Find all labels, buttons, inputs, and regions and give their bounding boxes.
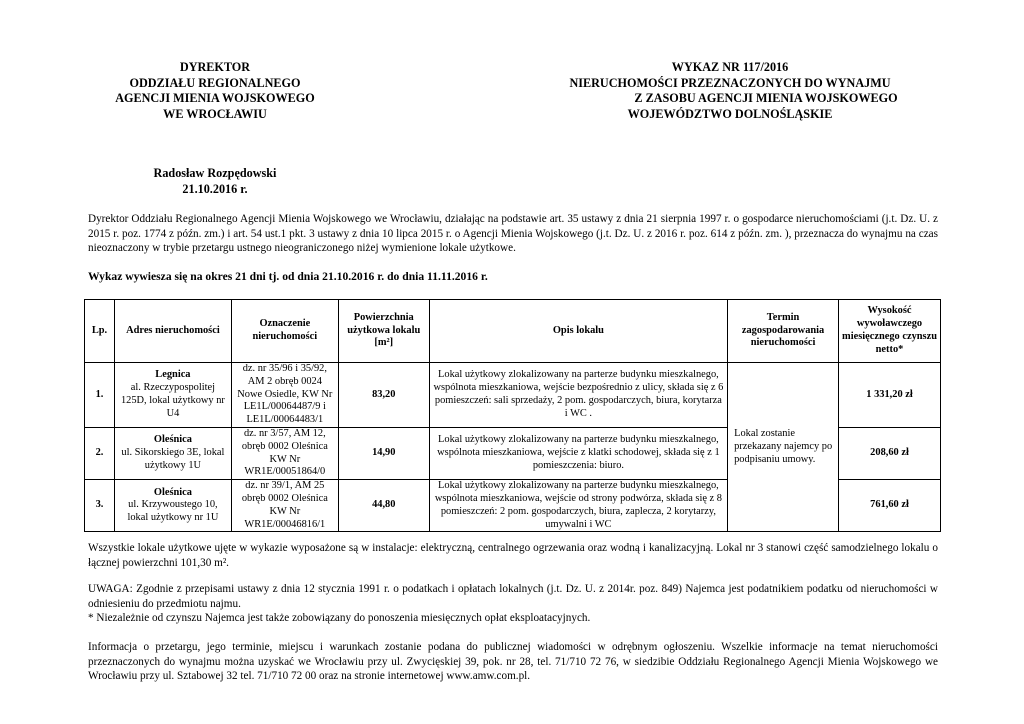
- posting-period: Wykaz wywiesza się na okres 21 dni tj. od dnia 21.10.2016 r. do dnia 11.11.2016 r.: [88, 270, 488, 283]
- signature-date: 21.10.2016 r.: [182, 181, 248, 196]
- row-address: [114, 363, 231, 428]
- row-city: Oleśnica: [153, 486, 192, 498]
- col-header-lp: Lp.: [85, 300, 115, 363]
- col-header-area: Powierzchnia użytkowa lokalu [m²]: [338, 300, 429, 363]
- title-line: NIERUCHOMOŚCI PRZEZNACZONYCH DO WYNAJMU: [569, 75, 891, 90]
- signatory-name: Radosław Rozpędowski: [153, 166, 277, 180]
- row-street: al. Rzeczypospolitej 125D, lokal użytkowy nr U4: [120, 382, 225, 419]
- tax-notice-paragraph: UWAGA: Zgodnie z przepisami ustawy z dnia 12 stycznia 1991 r. o podatkach i opłatach lokalnych (j.t. Dz. U. z 2014r. poz. 849) Najemca jest podatnikiem podatku od nieruchomości w odniesieniu do przedmiotu najmu.: [88, 583, 938, 610]
- title-line: Z ZASOBU AGENCJI MIENIA WOJSKOWEGO: [634, 91, 898, 106]
- issuer-line: AGENCJI MIENIA WOJSKOWEGO: [115, 91, 315, 106]
- col-header-rent: Wysokość wywoławczego miesięcznego czynszu netto*: [839, 300, 941, 363]
- row-lp: 2.: [85, 427, 115, 479]
- row-area: 83,20: [338, 363, 429, 428]
- title-line: WOJEWÓDZTWO DOLNOŚLĄSKIE: [627, 106, 833, 121]
- row-rent: 1 331,20 zł: [839, 363, 941, 428]
- row-lp: 3.: [85, 480, 115, 532]
- row-rent: 761,60 zł: [839, 480, 941, 532]
- row-area: 44,80: [338, 480, 429, 532]
- row-city: Legnica: [155, 369, 191, 381]
- row-description: Lokal użytkowy zlokalizowany na parterze budynku mieszkalnego, wspólnota mieszkaniowa, wejście bezpośrednio z ulicy, składa się z 6 pomieszczeń: sali sprzedaży, 2 pom. gospodarczych, biura, korytarza i WC .: [429, 363, 727, 428]
- row-city: Oleśnica: [153, 434, 192, 446]
- issuer-header: [80, 60, 350, 122]
- footnote-paragraph: * Niezależnie od czynszu Najemca jest także zobowiązany do ponoszenia miesięcznych opłat eksploatacyjnych.: [88, 612, 591, 624]
- issuer-line: WE WROCŁAWIU: [163, 106, 267, 121]
- col-header-address: Adres nieruchomości: [114, 300, 231, 363]
- col-header-description: Opis lokalu: [429, 300, 727, 363]
- row-street: ul. Krzywoustego 10, lokal użytkowy nr 1U: [127, 499, 219, 524]
- intro-paragraph: Dyrektor Oddziału Regionalnego Agencji Mienia Wojskowego we Wrocławiu, działając na podstawie art. 35 ustawy z dnia 21 sierpnia 1997 r. o gospodarce nieruchomościami (j.t. Dz. U. z 2015 r. poz. 1774 z późn. zm.) i art. 54 ust.1 pkt. 3 ustawy z dnia 10 lipca 2015 r. o Agencji Mienia Wojskowego (j.t. Dz. U. z 2016 r. poz. 614 z późn. zm. ), przeznacza do wynajmu na czas nieoznaczony w trybie przetargu ustnego nieograniczonego niżej wymienione lokale użytkowe.: [88, 213, 938, 255]
- title-line: WYKAZ NR 117/2016: [671, 60, 789, 74]
- col-header-designation: Oznaczenie nieruchomości: [231, 300, 338, 363]
- row-address: [114, 427, 231, 479]
- document-title: [500, 60, 960, 122]
- row-street: ul. Sikorskiego 3E, lokal użytkowy 1U: [121, 447, 225, 471]
- installations-paragraph: Wszystkie lokale użytkowe ujęte w wykazie wyposażone są w instalacje: elektryczną, centralnego ogrzewania oraz wodną i kanalizacyjną. Lokal nr 3 stanowi część samodzielnego lokalu o łącznej powierzchni 101,30 m².: [88, 542, 938, 569]
- row-designation: dz. nr 3/57, AM 12, obręb 0002 Oleśnica KW Nr WR1E/00051864/0: [231, 427, 338, 479]
- row-area: 14,90: [338, 427, 429, 479]
- issuer-line: DYREKTOR: [179, 60, 251, 74]
- row-address: [114, 480, 231, 532]
- row-lp: 1.: [85, 363, 115, 428]
- issuer-line: ODDZIAŁU REGIONALNEGO: [129, 75, 301, 90]
- signature-block: [100, 166, 330, 197]
- table-header-row: [85, 300, 941, 363]
- row-term: Lokal zostanie przekazany najemcy po podpisaniu umowy.: [728, 363, 839, 532]
- col-header-term: Termin zagospodarowania nieruchomości: [728, 300, 839, 363]
- row-description: Lokal użytkowy zlokalizowany na parterze budynku mieszkalnego, wspólnota mieszkaniowa, wejście z klatki schodowej, składa się z 1 pomieszczenia: biuro.: [429, 427, 727, 479]
- row-description: Lokal użytkowy zlokalizowany na parterze budynku mieszkalnego, wspólnota mieszkaniowa, wejście od strony podwórza, składa się z 8 pomieszczeń: 2 pom. gospodarczych, biura, zaplecza, 2 korytarzy, umywalni i WC: [429, 480, 727, 532]
- premises-table: [84, 299, 941, 532]
- row-designation: dz. nr 35/96 i 35/92, AM 2 obręb 0024 Nowe Osiedle, KW Nr LE1L/00064487/9 i LE1L/00064483/1: [231, 363, 338, 428]
- row-designation: dz. nr 39/1, AM 25 obręb 0002 Oleśnica KW Nr WR1E/00046816/1: [231, 480, 338, 532]
- contact-info-paragraph: Informacja o przetargu, jego terminie, miejscu i warunkach zostanie podana do publicznej wiadomości w odrębnym ogłoszeniu. Wszelkie informacje na temat nieruchomości przeznaczonych do wynajmu można uzyskać we Wrocławiu przy ul. Zwycięskiej 39, pok. nr 28, tel. 71/710 72 76, w siedzibie Oddziału Regionalnego Agencji Mienia Wojskowego we Wrocławiu przy ul. Sztabowej 32 tel. 71/710 72 00 oraz na stronie internetowej www.amw.com.pl.: [88, 641, 938, 683]
- table-row: [85, 363, 941, 428]
- row-rent: 208,60 zł: [839, 427, 941, 479]
